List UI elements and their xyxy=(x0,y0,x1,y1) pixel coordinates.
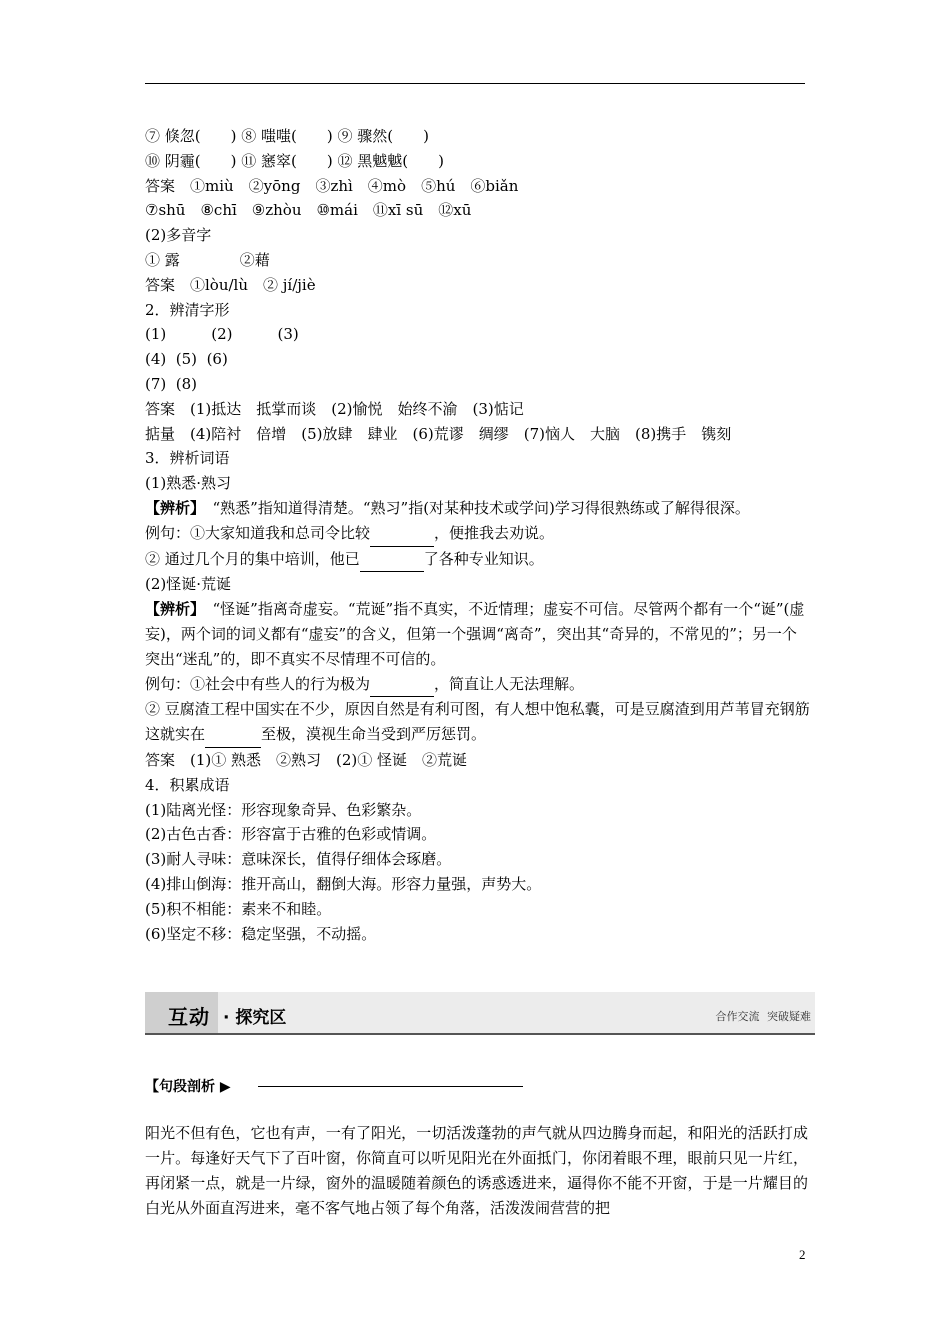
analysis-paragraph xyxy=(145,597,810,671)
text-line: ⑦ 倏忽( ) ⑧ 嗤嗤( ) ⑨ 骤然( ) xyxy=(145,127,429,145)
section-banner xyxy=(145,992,815,1036)
section-title-sub: · 探究区 xyxy=(223,1008,287,1028)
heading-line: 2．辨清字形 xyxy=(145,300,230,319)
analysis-paragraph xyxy=(145,496,810,521)
example-sentence xyxy=(145,547,810,573)
text-line: (2)怪诞·荒诞 xyxy=(145,575,232,594)
text-line: (1) (2) (3) xyxy=(145,325,299,344)
example-sentence xyxy=(145,697,810,748)
idiom-item: (5)积不相能：素来不和睦。 xyxy=(145,899,332,918)
fill-blank xyxy=(205,722,261,748)
idiom-item: (1)陆离光怪：形容现象奇异、色彩繁杂。 xyxy=(145,800,422,819)
subsection-rule xyxy=(258,1086,523,1087)
page-number: 2 xyxy=(799,1247,806,1262)
text-line: (4) (5) (6) xyxy=(145,350,228,369)
example-text: 了各种专业知识。 xyxy=(423,549,544,568)
example-text: 至极，漠视生命当受到严厉惩罚。 xyxy=(261,725,487,744)
idiom-item: (3)耐人寻味：意味深长，值得仔细体会琢磨。 xyxy=(145,850,452,869)
example-sentence xyxy=(145,521,810,547)
answer-line: 答案 ①miù ②yōng ③zhì ④mò ⑤hú ⑥biǎn xyxy=(145,176,519,195)
idiom-item: (2)古色古香：形容富于古雅的色彩或情调。 xyxy=(145,825,437,844)
example-text: ② 通过几个月的集中培训，他已 xyxy=(145,549,360,568)
example-text: 例句：①大家知道我和总司令比较 xyxy=(145,523,371,542)
analysis-text: “熟悉”指知道得清楚。“熟习”指(对某种技术或学问)学习得很熟练或了解得很深。 xyxy=(197,498,750,517)
example-text: 例句：①社会中有些人的行为极为 xyxy=(145,674,371,693)
subsection-title: 【句段剖析 ▶ xyxy=(145,1079,231,1095)
fill-blank xyxy=(370,672,434,698)
answer-line: 答案 (1)抵达 抵掌而谈 (2)愉悦 始终不渝 (3)惦记 xyxy=(145,399,524,418)
section-tagline: 合作交流 突破疑难 xyxy=(715,1010,811,1023)
answer-line: 答案 (1)① 熟悉 ②熟习 (2)① 怪诞 ②荒诞 xyxy=(145,750,468,769)
analysis-tag: 【辨析】 xyxy=(145,600,198,619)
passage-paragraph: 阳光不但有色，它也有声，一有了阳光，一切活泼蓬勃的声气就从四边腾身而起，和阳光的活跃打成一片。每逢好天气下了百叶窗，你简直可以听见阳光在外面抵门，你闭着眼不理，眼前只见一片红，再闭紧一点，就是一片绿，窗外的温暖随着颜色的诱惑透进来，逼得你不能不开窗，于是一片耀目的白光从外面直泻进来，毫不客气地占领了每个角落，活泼泼闹营营的把 xyxy=(145,1124,808,1217)
answer-line: 答案 ①lòu/lù ② jí/jiè xyxy=(145,275,316,294)
example-text: ，便推我去劝说。 xyxy=(434,523,555,542)
idiom-item: (6)坚定不移：稳定坚强，不动摇。 xyxy=(145,924,377,943)
answer-line: 掂量 (4)陪衬 倍增 (5)放肆 肆业 (6)荒谬 绸缪 (7)恼人 大脑 (8)携手 镌刻 xyxy=(145,424,732,443)
answer-line: ⑦shū ⑧chī ⑨zhòu ⑩mái ⑪xī sū ⑫xū xyxy=(145,201,472,220)
analysis-text: “怪诞”指离奇虚妄。“荒诞”指不真实，不近情理；虚妄不可信。尽管两个都有一个“诞”(虚妄)，两个词的词义都有“虚妄”的含义，但第一个强调“离奇”，突出其“奇异的，不常见的”；另一个突出“迷乱”的，即不真实不尽情理不可信的。 xyxy=(145,600,805,668)
heading-line: 4．积累成语 xyxy=(145,775,230,794)
idiom-item: (4)排山倒海：推开高山，翻倒大海。形容力量强，声势大。 xyxy=(145,874,542,893)
text-line: ⑩ 阴霾( ) ⑪ 窸窣( ) ⑫ 黑魆魆( ) xyxy=(145,151,444,170)
fill-blank xyxy=(360,547,424,573)
example-text: ，简直让人无法理解。 xyxy=(434,674,585,693)
text-line: (7) (8) xyxy=(145,374,198,393)
heading-line: 3．辨析词语 xyxy=(145,449,230,468)
analysis-tag: 【辨析】 xyxy=(145,498,198,517)
section-banner-dark xyxy=(145,992,218,1033)
fill-blank xyxy=(370,521,434,547)
header-rule xyxy=(145,83,805,84)
text-line: ① 露 ②藉 xyxy=(145,250,270,269)
text-line: (1)熟悉·熟习 xyxy=(145,474,232,493)
example-sentence xyxy=(145,672,810,698)
section-underline xyxy=(145,1033,815,1035)
text-line: (2)多音字 xyxy=(145,226,212,245)
example-text: ② 豆腐渣工程中国实在不少，原因自然是有利可图，有人想中饱私囊，可是豆腐渣到用芦苇冒充钢筋这就实在 xyxy=(145,700,810,744)
document-body xyxy=(145,124,810,946)
section-title-main: 互动 xyxy=(168,1005,210,1029)
